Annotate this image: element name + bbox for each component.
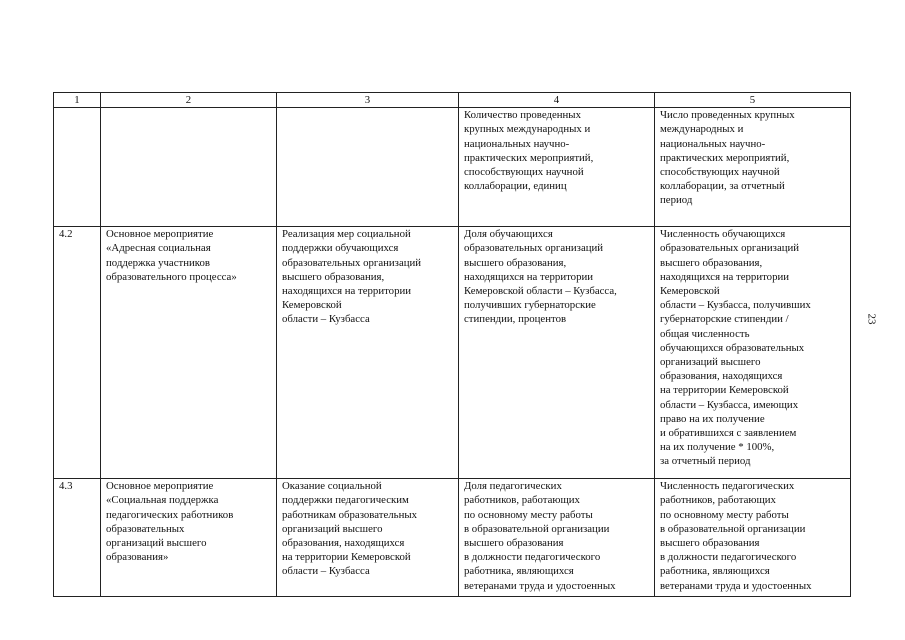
row-number-cell [54, 108, 101, 227]
indicator-cell: Количество проведенных крупных международных и национальных научно- практических мероприятий, способствующих научной коллаборации, единиц [459, 108, 655, 227]
indicator-cell: Доля педагогических работников, работающих по основному месту работы в образовательной организации высшего образования в должности педагогического работника, являющихся ветеранами труда и удостоенных [459, 479, 655, 597]
event-name-cell [101, 108, 277, 227]
table-row [54, 479, 851, 597]
indicator-cell: Доля обучающихся образовательных организаций высшего образования, находящихся на территории Кемеровской области – Кузбасса, получивших губернаторские стипендии, процентов [459, 227, 655, 479]
program-table [53, 92, 851, 597]
calculation-method-cell: Число проведенных крупных международных и национальных научно- практических мероприятий, способствующих научной коллаборации, за отчетный период [655, 108, 851, 227]
event-content-cell: Оказание социальной поддержки педагогическим работникам образовательных организаций высшего образования, находящихся на территории Кемеровской области – Кузбасса [277, 479, 459, 597]
column-number-1: 1 [54, 93, 101, 108]
row-number-cell: 4.3 [54, 479, 101, 597]
table-row [54, 227, 851, 479]
column-number-4: 4 [459, 93, 655, 108]
column-number-2: 2 [101, 93, 277, 108]
event-content-cell: Реализация мер социальной поддержки обучающихся образовательных организаций высшего образования, находящихся на территории Кемеровской области – Кузбасса [277, 227, 459, 479]
column-number-5: 5 [655, 93, 851, 108]
column-number-row [54, 93, 851, 108]
calculation-method-cell: Численность обучающихся образовательных организаций высшего образования, находящихся на территории Кемеровской области – Кузбасса, получивших губернаторские стипендии / общая численность обучающихся образовательных организаций высшего образования, находящихся на территории Кемеровской области – Кузбасса, имеющих право на их получение и обратившихся с заявлением на их получение * 100%, за отчетный период [655, 227, 851, 479]
column-number-3: 3 [277, 93, 459, 108]
event-name-cell: Основное мероприятие «Социальная поддержка педагогических работников образовательных организаций высшего образования» [101, 479, 277, 597]
event-content-cell [277, 108, 459, 227]
table-row [54, 108, 851, 227]
calculation-method-cell: Численность педагогических работников, работающих по основному месту работы в образовательной организации высшего образования в должности педагогического работника, являющихся ветеранами труда и удостоенных [655, 479, 851, 597]
page-number: 23 [865, 313, 878, 325]
event-name-cell: Основное мероприятие «Адресная социальная поддержка участников образовательного процесса» [101, 227, 277, 479]
row-number-cell: 4.2 [54, 227, 101, 479]
